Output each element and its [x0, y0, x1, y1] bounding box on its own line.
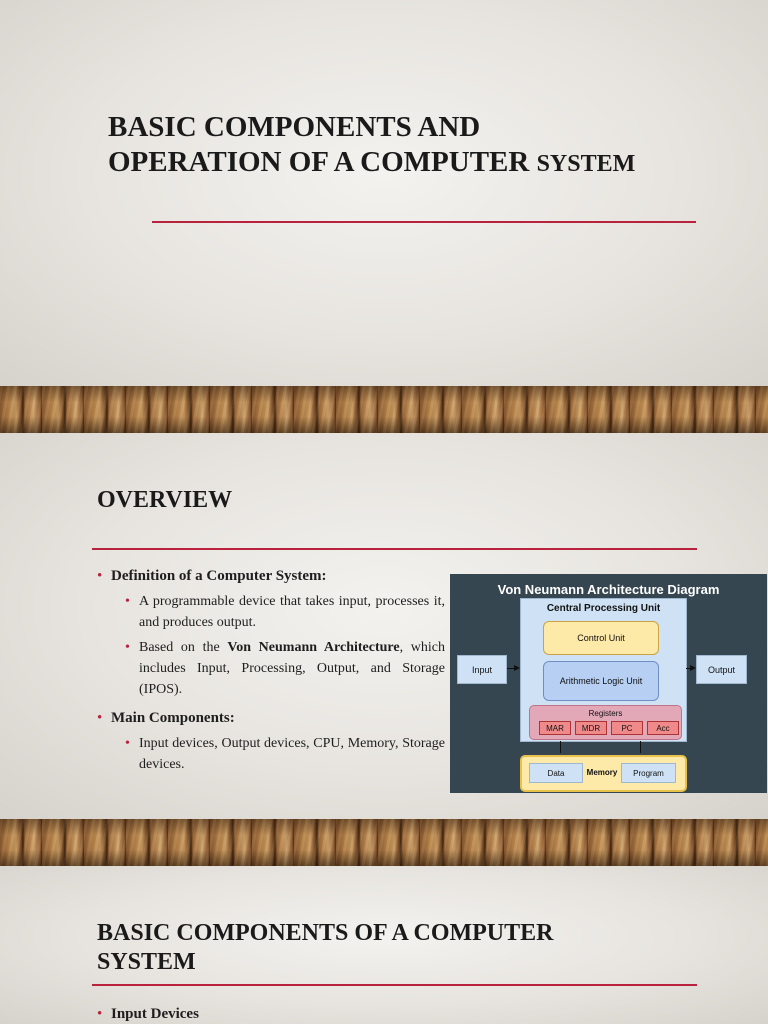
definition-subbullets: [111, 591, 445, 700]
cpu-label: Central Processing Unit: [546, 602, 661, 614]
slide-title: [0, 0, 768, 386]
slide1-title-small: SYSTEM: [536, 150, 636, 177]
register-acc: Acc: [647, 721, 679, 735]
von-neumann-bold: Von Neumann Architecture: [227, 640, 400, 655]
definition-sub-1: • A programmable device that takes input, processes it, and produces output.: [125, 591, 445, 633]
slide1-title-line1: BASIC COMPONENTS AND: [108, 111, 481, 143]
definition-sub-2-before: Based on the: [139, 640, 228, 655]
memory-label: Memory: [586, 767, 618, 777]
wood-floor-divider-2: [0, 819, 768, 866]
bullet-definition-label: Definition of a Computer System:: [111, 568, 327, 584]
memory-box: [520, 755, 687, 792]
wood-floor-divider: [0, 386, 768, 433]
control-unit-box: Control Unit: [543, 621, 659, 655]
slide-basic-components: [0, 866, 768, 1024]
main-components-sub-1: • Input devices, Output devices, CPU, Memory, Storage devices.: [125, 733, 445, 775]
input-arrowhead: [514, 665, 520, 671]
input-box: Input: [457, 655, 507, 684]
von-neumann-diagram: [450, 574, 767, 793]
basic-components-title: BASIC COMPONENTS OF A COMPUTER SYSTEM: [97, 920, 554, 975]
overview-divider: [92, 548, 697, 550]
memory-program-box: Program: [621, 763, 676, 783]
slide1-title: [108, 110, 728, 180]
definition-sub-2-after: , which includes Input, Processing, Output, and Storage (IPOS).: [139, 640, 446, 697]
bullet-input-devices: • Input Devices: [97, 1006, 497, 1023]
output-arrowhead: [690, 665, 696, 671]
cpu-box: [520, 598, 687, 742]
title-divider: [152, 221, 696, 223]
bullet-main-components-label: Main Components:: [111, 710, 235, 726]
overview-title: OVERVIEW: [97, 487, 233, 513]
alu-box: Arithmetic Logic Unit: [543, 661, 659, 701]
register-mar: MAR: [539, 721, 571, 735]
register-pc: PC: [611, 721, 643, 735]
overview-bullets: [97, 568, 445, 785]
basic-components-bullets: [97, 1006, 497, 1024]
memory-arrow-left: [560, 741, 561, 753]
memory-arrow-right: [640, 741, 641, 753]
bullet-definition: [97, 568, 445, 700]
definition-sub-2: [125, 637, 445, 700]
register-mdr: MDR: [575, 721, 607, 735]
diagram-title: Von Neumann Architecture Diagram: [497, 581, 720, 597]
output-box: Output: [696, 655, 747, 684]
slide1-title-line2: OPERATION OF A COMPUTER: [108, 145, 530, 178]
main-components-subbullets: [111, 733, 445, 775]
basic-components-divider: [92, 984, 697, 986]
registers-label: Registers: [588, 708, 623, 718]
registers-box: [529, 705, 682, 740]
memory-data-box: Data: [529, 763, 583, 783]
bullet-main-components: [97, 710, 445, 775]
